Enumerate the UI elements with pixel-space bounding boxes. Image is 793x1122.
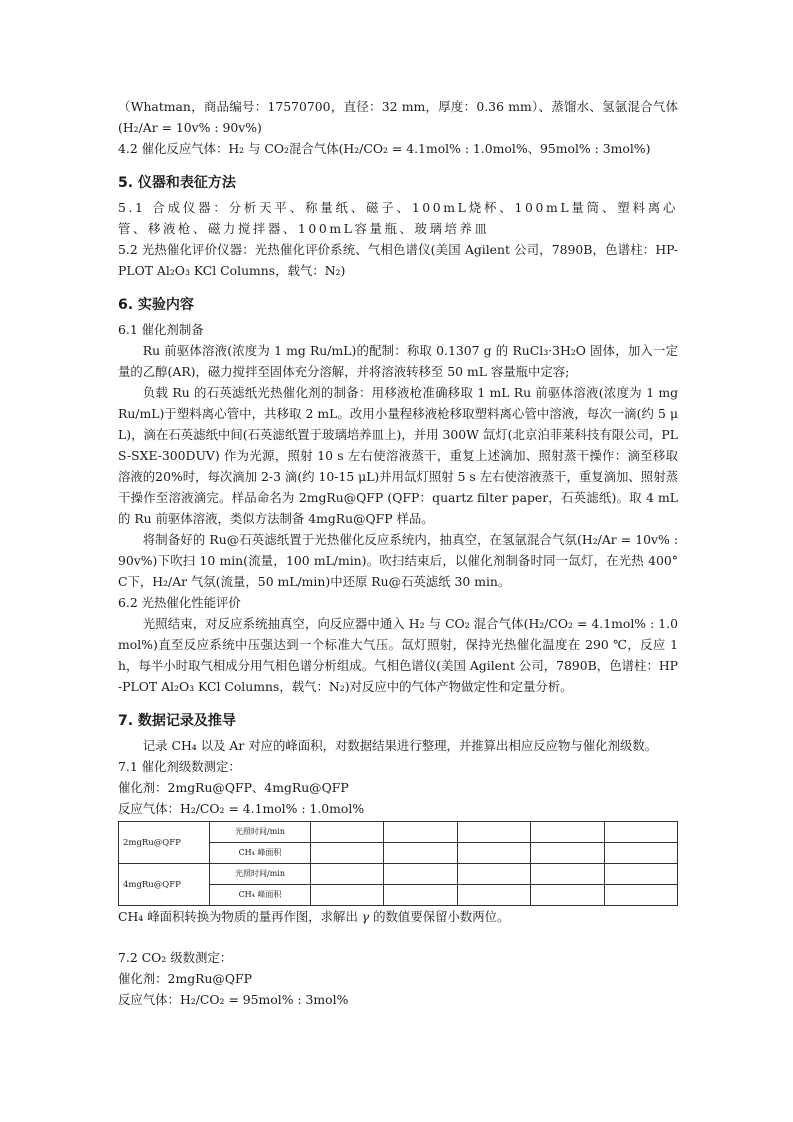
- table-cell[interactable]: [604, 885, 677, 906]
- row-label-time: 光照时间/min: [210, 864, 311, 885]
- table-cell[interactable]: [384, 822, 457, 843]
- table-cell[interactable]: [604, 864, 677, 885]
- table-cell[interactable]: [311, 843, 384, 864]
- item-5-2: 5.2 光热催化评价仪器：光热催化评价系统、气相色谱仪(美国 Agilent 公司，7890B，色谱柱：HP-PLOT Al₂O₃ KCl Columns，载气：N₂): [118, 242, 678, 278]
- section-7-heading: 7. 数据记录及推导: [118, 713, 236, 729]
- section-5-heading: 5. 仪器和表征方法: [118, 175, 236, 191]
- table-row: [119, 864, 678, 885]
- paragraph-evaluation: 光照结束，对反应系统抽真空，向反应器中通入 H₂ 与 CO₂ 混合气体(H₂/CO₂ = 4.1mol% : 1.0mol%)直至反应系统中压强达到一个标准大气压。氙灯照射，保持光热催化温度在 290 ℃，反应 1 h，每半小时取气相成分用气相色谱分析组成。气相色谱仪(美国 Agilent 公司，7890B，色谱柱：HP-PLOT Al₂O₃ KCl Columns，载气：N₂)对反应中的气体产物做定性和定量分析。: [118, 616, 678, 694]
- table-cell[interactable]: [604, 843, 677, 864]
- subheading-7-1: 7.1 催化剂级数测定：: [118, 759, 241, 774]
- paragraph-precursor: Ru 前驱体溶液(浓度为 1 mg Ru/mL)的配制：称取 0.1307 g 的 RuCl₃·3H₂O 固体，加入一定量的乙醇(AR)，磁力搅拌至固体充分溶解，并将溶液转移至 50 mL 容量瓶中定容;: [118, 343, 678, 379]
- table-cell[interactable]: [384, 885, 457, 906]
- paragraph-reduction: 将制备好的 Ru@石英滤纸置于光热催化反应系统内，抽真空，在氢氩混合气氛(H₂/Ar = 10v% : 90v%)下吹扫 10 min(流量，100 mL/min)。吹扫结束后，以催化剂制备时同一氙灯，在光热 400°C下，H₂/Ar 气氛(流量，50 mL/min)中还原 Ru@石英滤纸 30 min。: [118, 532, 678, 589]
- table-cell[interactable]: [457, 864, 530, 885]
- item-4-2: 4.2 催化反应气体：H₂ 与 CO₂混合气体(H₂/CO₂ = 4.1mol% : 1.0mol%、95mol% : 3mol%): [118, 141, 651, 156]
- catalyst-line-7-1: 催化剂：2mgRu@QFP、4mgRu@QFP: [118, 780, 349, 795]
- table-cell[interactable]: [311, 885, 384, 906]
- table-cell[interactable]: [311, 864, 384, 885]
- row-label-area: CH₄ 峰面积: [210, 843, 311, 864]
- subheading-6-1: 6.1 催化剂制备: [118, 322, 204, 337]
- subheading-7-2: 7.2 CO₂ 级数测定：: [118, 950, 233, 965]
- gas-line-7-1: 反应气体：H₂/CO₂ = 4.1mol% : 1.0mol%: [118, 801, 365, 816]
- document-page: [118, 96, 678, 1010]
- item-5-1: 5.1 合成仪器：分析天平、称量纸、磁子、100mL烧杯、100mL量筒、塑料离心管、移液枪、磁力搅拌器、100mL容量瓶、玻璃培养皿: [118, 200, 678, 236]
- gas-line-7-2: 反应气体：H₂/CO₂ = 95mol% : 3mol%: [118, 992, 349, 1007]
- materials-continuation: （Whatman，商品编号：17570700，直径：32 mm，厚度：0.36 mm）、蒸馏水、氢氩混合气体(H₂/Ar = 10v% : 90v%): [118, 99, 678, 135]
- gamma-symbol: γ: [361, 909, 370, 924]
- row-catalyst-4mg: 4mgRu@QFP: [119, 864, 210, 906]
- table-row: [119, 822, 678, 843]
- table-cell[interactable]: [531, 822, 604, 843]
- row-label-area: CH₄ 峰面积: [210, 885, 311, 906]
- table-cell[interactable]: [384, 843, 457, 864]
- table-note: [118, 906, 678, 927]
- table-cell[interactable]: [457, 822, 530, 843]
- paragraph-data-record: 记录 CH₄ 以及 Ar 对应的峰面积，对数据结果进行整理，并推算出相应反应物与催化剂级数。: [142, 738, 658, 753]
- table-cell[interactable]: [531, 864, 604, 885]
- table-note-after: 的数值要保留小数两位。: [373, 909, 510, 924]
- table-cell[interactable]: [457, 843, 530, 864]
- table-cell[interactable]: [311, 822, 384, 843]
- catalyst-line-7-2: 催化剂：2mgRu@QFP: [118, 971, 252, 986]
- subheading-6-2: 6.2 光热催化性能评价: [118, 595, 241, 610]
- row-catalyst-2mg: 2mgRu@QFP: [119, 822, 210, 864]
- table-note-before: CH₄ 峰面积转换为物质的量再作图，求解出: [118, 909, 358, 924]
- catalyst-order-table: [118, 821, 678, 906]
- table-cell[interactable]: [531, 843, 604, 864]
- section-6-heading: 6. 实验内容: [118, 297, 194, 313]
- table-cell[interactable]: [457, 885, 530, 906]
- paragraph-catalyst-prep: 负载 Ru 的石英滤纸光热催化剂的制备：用移液枪准确移取 1 mL Ru 前驱体溶液(浓度为 1 mg Ru/mL)于塑料离心管中，共移取 2 mL。改用小量程移液枪移取塑料离心管中溶液，每次一滴(约 5 μL)，滴在石英滤纸中间(石英滤纸置于玻璃培养皿上)，并用 300W 氙灯(北京泊菲莱科技有限公司，PLS-SXE-300DUV) 作为光源，照射 10 s 左右使溶液蒸干，重复上述滴加、照射蒸干操作：滴至移取溶液的20%时，每次滴加 2-3 滴(约 10-15 μL)并用氙灯照射 5 s 左右使溶液蒸干，重复滴加、照射蒸干操作至溶液滴完。样品命名为 2mgRu@QFP (QFP：quartz filter paper，石英滤纸)。取 4 mL 的 Ru 前驱体溶液，类似方法制备 4mgRu@QFP 样品。: [118, 385, 678, 526]
- table-cell[interactable]: [531, 885, 604, 906]
- row-label-time: 光照时间/min: [210, 822, 311, 843]
- table-cell[interactable]: [604, 822, 677, 843]
- table-cell[interactable]: [384, 864, 457, 885]
- spacer: [118, 927, 678, 947]
